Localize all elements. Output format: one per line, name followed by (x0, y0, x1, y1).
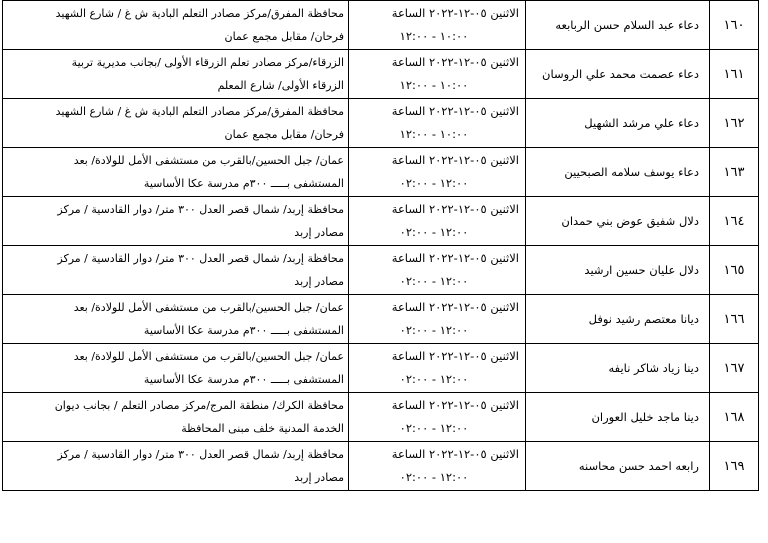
exam-location-cell (3, 50, 349, 99)
exam-location-cell (3, 393, 349, 442)
exam-date-cell (349, 197, 526, 246)
applicant-name: دعاء عصمت محمد علي الروسان (526, 50, 710, 99)
table-row (3, 99, 759, 148)
exam-time: ١٠:٠٠ - ١٢:٠٠ (399, 127, 469, 141)
exam-time: ١٢:٠٠ - ٠٢:٠٠ (399, 372, 469, 386)
exam-date-cell (349, 1, 526, 50)
table-row (3, 148, 759, 197)
exam-date-cell (349, 295, 526, 344)
exam-date: الاثنين ٠٥-١٢-٢٠٢٢ الساعة (391, 447, 519, 461)
exam-location-cell (3, 246, 349, 295)
table-row (3, 246, 759, 295)
exam-time: ١٢:٠٠ - ٠٢:٠٠ (399, 323, 469, 337)
row-number: ١٦٤ (710, 197, 759, 246)
location-line-1: محافظة الكرك/ منطقة المرج/مركز مصادر التعلم / بجانب ديوان (54, 399, 344, 412)
exam-date: الاثنين ٠٥-١٢-٢٠٢٢ الساعة (391, 55, 519, 69)
exam-time: ١٢:٠٠ - ٠٢:٠٠ (399, 225, 469, 239)
applicant-name: دلال عليان حسين ارشيد (526, 246, 710, 295)
location-line-2: الزرقاء الأولى/ شارع المعلم (217, 79, 344, 92)
table-row (3, 344, 759, 393)
location-line-1: محافظة إربد/ شمال قصر العدل ٣٠٠ متر/ دوار القادسية / مركز (57, 252, 344, 265)
location-line-1: عمان/ جبل الحسين/بالقرب من مستشفى الأمل للولادة/ بعد (73, 301, 344, 314)
exam-location-cell (3, 197, 349, 246)
exam-location-cell (3, 442, 349, 491)
row-number: ١٦٥ (710, 246, 759, 295)
location-line-1: محافظة المفرق/مركز مصادر التعلم البادية ش غ / شارع الشهيد (55, 105, 344, 118)
exam-time: ١٢:٠٠ - ٠٢:٠٠ (399, 176, 469, 190)
exam-time: ١٢:٠٠ - ٠٢:٠٠ (399, 421, 469, 435)
exam-date: الاثنين ٠٥-١٢-٢٠٢٢ الساعة (391, 153, 519, 167)
exam-location-cell (3, 295, 349, 344)
exam-date: الاثنين ٠٥-١٢-٢٠٢٢ الساعة (391, 251, 519, 265)
location-line-2: مصادر إربد (294, 471, 344, 484)
table-body (3, 1, 759, 491)
applicant-name: دعاء يوسف سلامه الصبحيين (526, 148, 710, 197)
table-row (3, 295, 759, 344)
location-line-2: المستشفى بـــــ ٣٠٠م مدرسة عكا الأساسية (143, 324, 344, 337)
exam-date: الاثنين ٠٥-١٢-٢٠٢٢ الساعة (391, 202, 519, 216)
applicant-name: دينا زياد شاكر نايفه (526, 344, 710, 393)
exam-location-cell (3, 99, 349, 148)
exam-date: الاثنين ٠٥-١٢-٢٠٢٢ الساعة (391, 349, 519, 363)
location-line-1: عمان/ جبل الحسين/بالقرب من مستشفى الأمل للولادة/ بعد (73, 350, 344, 363)
row-number: ١٦١ (710, 50, 759, 99)
location-line-2: المستشفى بـــــ ٣٠٠م مدرسة عكا الأساسية (143, 177, 344, 190)
applicant-name: رابعه احمد حسن محاسنه (526, 442, 710, 491)
exam-location-cell (3, 1, 349, 50)
applicant-name: ديانا معتصم رشيد نوفل (526, 295, 710, 344)
exam-time: ١٠:٠٠ - ١٢:٠٠ (399, 29, 469, 43)
table-row (3, 393, 759, 442)
table-row (3, 197, 759, 246)
exam-date-cell (349, 99, 526, 148)
row-number: ١٦٩ (710, 442, 759, 491)
exam-location-cell (3, 148, 349, 197)
applicant-name: دلال شفيق عوض بني حمدان (526, 197, 710, 246)
table-row (3, 1, 759, 50)
exam-date: الاثنين ٠٥-١٢-٢٠٢٢ الساعة (391, 300, 519, 314)
exam-date: الاثنين ٠٥-١٢-٢٠٢٢ الساعة (391, 6, 519, 20)
exam-date: الاثنين ٠٥-١٢-٢٠٢٢ الساعة (391, 398, 519, 412)
table-row (3, 50, 759, 99)
exam-date-cell (349, 50, 526, 99)
exam-date-cell (349, 148, 526, 197)
table-row (3, 442, 759, 491)
location-line-2: مصادر إربد (294, 275, 344, 288)
location-line-1: محافظة إربد/ شمال قصر العدل ٣٠٠ متر/ دوار القادسية / مركز (57, 448, 344, 461)
schedule-table (2, 0, 759, 491)
location-line-1: محافظة إربد/ شمال قصر العدل ٣٠٠ متر/ دوار القادسية / مركز (57, 203, 344, 216)
applicant-name: دعاء علي مرشد الشهيل (526, 99, 710, 148)
exam-location-cell (3, 344, 349, 393)
location-line-1: عمان/ جبل الحسين/بالقرب من مستشفى الأمل للولادة/ بعد (73, 154, 344, 167)
location-line-2: المستشفى بـــــ ٣٠٠م مدرسة عكا الأساسية (143, 373, 344, 386)
location-line-2: فرحان/ مقابل مجمع عمان (224, 128, 344, 141)
exam-date-cell (349, 246, 526, 295)
exam-date-cell (349, 442, 526, 491)
row-number: ١٦٢ (710, 99, 759, 148)
row-number: ١٦٣ (710, 148, 759, 197)
exam-date: الاثنين ٠٥-١٢-٢٠٢٢ الساعة (391, 104, 519, 118)
exam-time: ١٠:٠٠ - ١٢:٠٠ (399, 78, 469, 92)
location-line-1: محافظة المفرق/مركز مصادر التعلم البادية ش غ / شارع الشهيد (55, 7, 344, 20)
exam-date-cell (349, 344, 526, 393)
exam-time: ١٢:٠٠ - ٠٢:٠٠ (399, 470, 469, 484)
applicant-name: دينا ماجد خليل العوران (526, 393, 710, 442)
schedule-sheet (2, 0, 759, 491)
row-number: ١٦٦ (710, 295, 759, 344)
row-number: ١٦٠ (710, 1, 759, 50)
exam-time: ١٢:٠٠ - ٠٢:٠٠ (399, 274, 469, 288)
location-line-1: الزرقاء/مركز مصادر تعلم الزرقاء الأولى /بجانب مديرية تربية (71, 56, 344, 69)
location-line-2: فرحان/ مقابل مجمع عمان (224, 30, 344, 43)
applicant-name: دعاء عبد السلام حسن الربابعه (526, 1, 710, 50)
location-line-2: الخدمة المدنية خلف مبنى المحافظة (181, 422, 344, 435)
exam-date-cell (349, 393, 526, 442)
row-number: ١٦٧ (710, 344, 759, 393)
row-number: ١٦٨ (710, 393, 759, 442)
location-line-2: مصادر إربد (294, 226, 344, 239)
